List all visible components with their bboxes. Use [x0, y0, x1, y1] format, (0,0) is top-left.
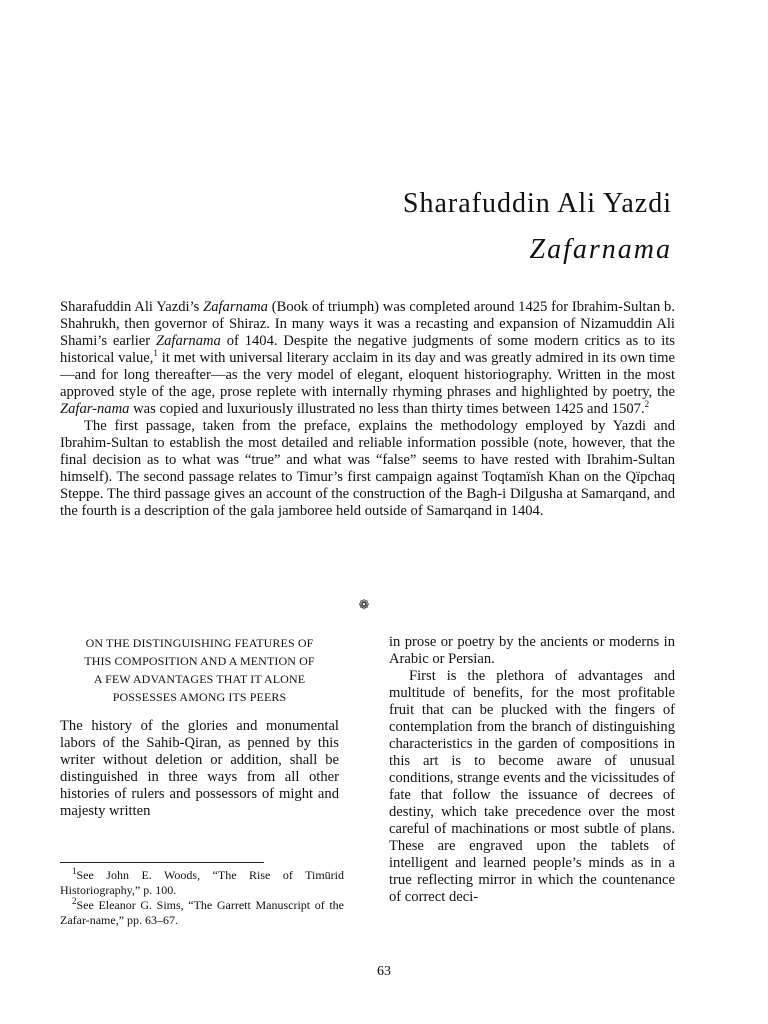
page-number: 63 — [377, 964, 391, 979]
footnote-ref-2: 2 — [644, 399, 650, 410]
italic-title: Zafarnama — [203, 299, 268, 315]
footnote-2: $^2$See Eleanor G. Sims, “The Garrett Manuscript of the Zafar-name,” pp. 63–67. — [60, 896, 344, 927]
footnote-ref-1: 1 — [153, 348, 158, 359]
section-heading-line: ON THE DISTINGUISHING FEATURES OF — [85, 636, 314, 650]
section-heading-line: A FEW ADVANTAGES THAT IT ALONE — [93, 672, 306, 686]
footnote-number: 1 — [72, 866, 77, 876]
left-column-text: The history of the glories and monumental labors of the Sahib-Qiran, as penned by this writer without deletion or addition, shall be distinguished in three ways from all other histories of rulers and possessors of might and majesty written — [60, 718, 339, 819]
footnote-1: $^1$See John E. Woods, “The Rise of Timūrid Historiography,” p. 100. — [60, 866, 344, 897]
footnote-divider — [60, 862, 264, 863]
footnotes — [60, 868, 344, 928]
section-heading-line: THIS COMPOSITION AND A MENTION OF — [84, 654, 315, 668]
italic-title: Zafarnama — [155, 333, 221, 349]
intro-paragraph-2: The first passage, taken from the preface, explains the methodology employed by Yazdi and Ibrahim-Sultan to establish the most detailed and reliable information possible (note, however, that the final decision as to what was “true” and what was “false” seems to have rested with Ibrahim-Sultan himself). The second passage relates to Timur’s first campaign against Toqtamïsh Khan on the Qïpchaq Steppe. The third passage gives an account of the construction of the Bagh-i Dilgusha at Samarqand, and the fourth is a description of the gala jamboree held outside of Samarqand in 1404. — [60, 418, 675, 519]
footnote-number: 2 — [72, 896, 77, 906]
right-column-paragraph-2: First is the plethora of advantages and multitude of benefits, for the most profitable fruit that can be plucked with the fingers of contemplation from the branch of distinguishing characteristics in the garden of compositions in this art is to become aware of unusual conditions, strange events and the vicissitudes of fate that follow the issuance of decrees of destiny, which take precedence over the most careful of machinations or most subtle of plans. These are engraved upon the tablets of intelligent and learned people’s minds as in a true reflecting mirror in which the countenance of correct deci- — [389, 668, 675, 905]
section-heading-line: POSSESSES AMONG ITS PEERS — [112, 690, 287, 704]
italic-title: Zafar-nama — [60, 401, 130, 417]
introduction — [60, 299, 675, 520]
section-ornament-icon: ❁ — [358, 597, 370, 612]
left-column — [60, 634, 339, 820]
chapter-work-title: Zafarnama — [529, 234, 672, 265]
section-heading — [60, 634, 339, 706]
chapter-author-title: Sharafuddin Ali Yazdi — [402, 188, 672, 219]
right-column — [389, 634, 675, 906]
intro-paragraph-1: Sharafuddin Ali Yazdi’s Zafarnama (Book of triumph) was completed around 1425 for Ibrahim-Sultan b. Shahrukh, then governor of Shiraz. In many ways it was a recasting and expansion of Nizamuddin Ali Shami’s earlier Zafarnama of 1404. Despite the negative judgments of some modern critics as to its historical value,$^1$ it met with universal literary acclaim in its day and was greatly admired in its own time—and for long thereafter—as the very model of elegant, eloquent historiography. Written in the most approved style of the age, prose replete with internally rhyming phrases and highlighted by poetry, the Zafar-nama was copied and luxuriously illustrated no less than thirty times between 1425 and 1507.$^2$ — [60, 299, 675, 417]
right-column-paragraph-1: in prose or poetry by the ancients or moderns in Arabic or Persian. — [389, 634, 675, 667]
